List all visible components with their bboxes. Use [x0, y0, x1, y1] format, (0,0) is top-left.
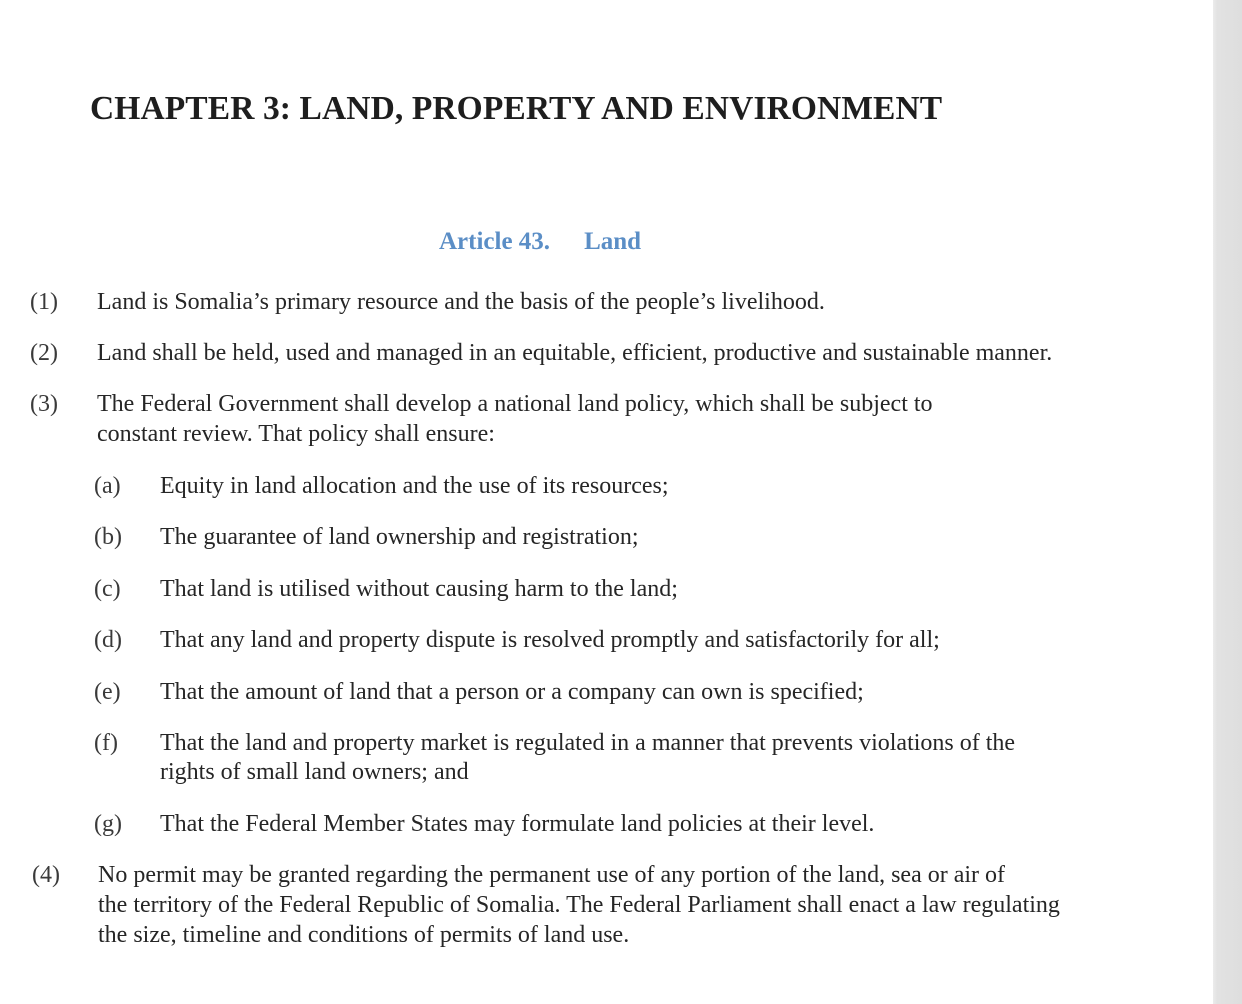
sub-item-text: That the Federal Member States may formulate land policies at their level. [160, 811, 875, 837]
clause-text: Land is Somalia’s primary resource and the basis of the people’s livelihood. [97, 289, 825, 315]
sub-item-text: That land is utilised without causing harm to the land; [160, 576, 678, 602]
sub-item-letter: (g) [94, 811, 122, 837]
sub-item-text: That the amount of land that a person or a company can own is specified; [160, 679, 864, 705]
chapter-title: CHAPTER 3: LAND, PROPERTY AND ENVIRONMENT [90, 90, 943, 127]
clause-number: (4) [32, 862, 60, 888]
sub-item-letter: (b) [94, 524, 122, 550]
sub-item-text: That any land and property dispute is resolved promptly and satisfactorily for all; [160, 627, 940, 653]
clause-text: The Federal Government shall develop a national land policy, which shall be subject to [97, 391, 933, 417]
article-heading [439, 228, 641, 256]
clause-text: the territory of the Federal Republic of Somalia. The Federal Parliament shall enact a law regulating [98, 892, 1060, 918]
sub-item-letter: (a) [94, 473, 121, 499]
sub-item-letter: (e) [94, 679, 121, 705]
clause-number: (2) [30, 340, 58, 366]
sub-item-letter: (d) [94, 627, 122, 653]
sub-item-text: rights of small land owners; and [160, 759, 469, 785]
page-edge-gutter [1213, 0, 1242, 1004]
clause-text: No permit may be granted regarding the permanent use of any portion of the land, sea or air of [98, 862, 1006, 888]
clause-number: (1) [30, 289, 58, 315]
sub-item-letter: (f) [94, 730, 118, 756]
article-title: Land [584, 228, 642, 255]
article-number: Article 43. [439, 228, 551, 255]
clause-text: the size, timeline and conditions of permits of land use. [98, 922, 630, 948]
clause-text: Land shall be held, used and managed in an equitable, efficient, productive and sustainable manner. [97, 340, 1053, 366]
sub-item-text: That the land and property market is regulated in a manner that prevents violations of the [160, 730, 1016, 756]
clause-number: (3) [30, 391, 58, 417]
sub-item-letter: (c) [94, 576, 121, 602]
sub-item-text: Equity in land allocation and the use of its resources; [160, 473, 669, 499]
sub-item-text: The guarantee of land ownership and registration; [160, 524, 639, 550]
clause-text: constant review. That policy shall ensure: [97, 421, 495, 447]
